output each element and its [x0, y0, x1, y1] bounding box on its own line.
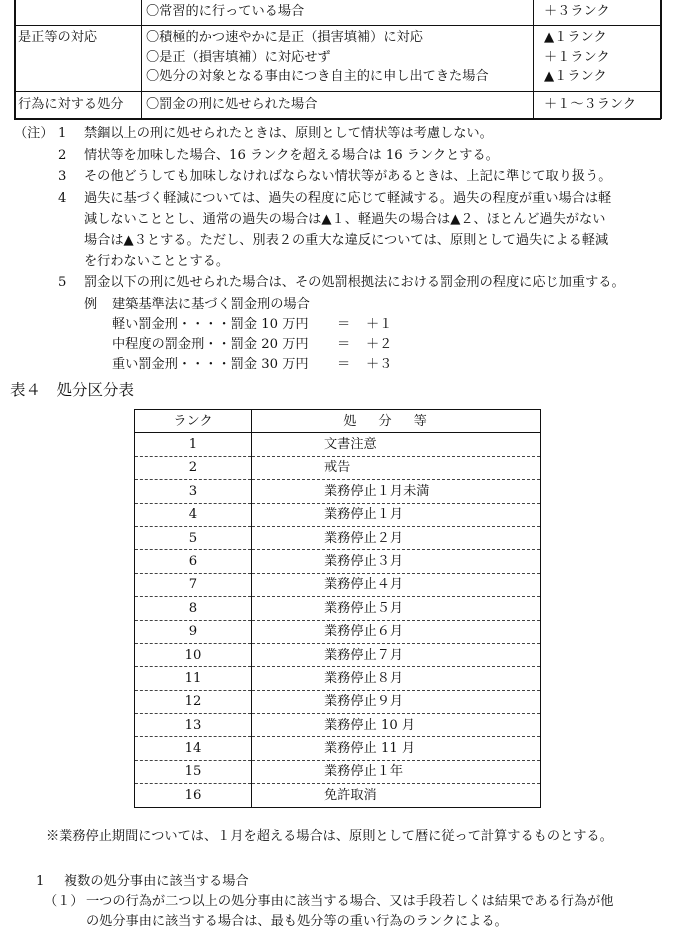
rank-cell: 8 — [135, 597, 252, 620]
table-cell-category: 是正等の対応 — [18, 30, 98, 45]
rank-table — [134, 409, 541, 808]
table-row — [135, 597, 541, 620]
table-row — [135, 737, 541, 760]
example-value: ＋１ — [366, 317, 393, 332]
disposition-cell: 業務停止１月 — [252, 503, 541, 526]
table-divider-value — [533, 0, 534, 119]
note-number: 2 — [58, 148, 67, 163]
table-divider-category — [141, 0, 142, 119]
table-row — [135, 714, 541, 737]
table-row-line — [14, 25, 661, 26]
header-rank: ランク — [135, 410, 252, 433]
table-row — [135, 643, 541, 666]
table-cell-text: 〇罰金の刑に処せられた場合 — [146, 97, 318, 112]
note-number: 1 — [58, 126, 67, 141]
section-heading: 複数の処分事由に該当する場合 — [64, 874, 249, 889]
rank-cell: 16 — [135, 784, 252, 807]
disposition-cell: 業務停止１年 — [252, 760, 541, 783]
rank-cell: 6 — [135, 550, 252, 573]
table-cell-value: ＋１ランク — [544, 50, 610, 65]
example-eq: ＝ — [337, 357, 351, 372]
note-text: 場合は▲３とする。ただし、別表２の重大な違反については、原則として過失による軽減 — [84, 233, 609, 248]
header-disposition: 処分等 — [252, 410, 541, 433]
note-text: 情状等を加味した場合、16 ランクを超える場合は 16 ランクとする。 — [84, 148, 499, 163]
rank-cell: 1 — [135, 433, 252, 456]
table-row — [135, 456, 541, 479]
table-row — [135, 784, 541, 807]
table-cell-value: ＋３ランク — [544, 4, 610, 19]
rank-cell: 5 — [135, 526, 252, 549]
table-row — [135, 620, 541, 643]
table-row-line — [14, 91, 661, 92]
note-text: 罰金以下の刑に処せられた場合は、その処罰根拠法における罰金刑の程度に応じ加重する。 — [84, 275, 625, 290]
table-row-line — [14, 118, 661, 120]
table-border-left — [14, 0, 16, 119]
example-value: ＋２ — [366, 337, 393, 352]
table-row — [135, 690, 541, 713]
note-text: 禁錮以上の刑に処せられたときは、原則として情状等は考慮しない。 — [84, 126, 493, 141]
rank-cell: 12 — [135, 690, 252, 713]
disposition-cell: 業務停止４月 — [252, 573, 541, 596]
example-label: 例 — [84, 297, 98, 312]
rank-cell: 2 — [135, 456, 252, 479]
disposition-cell: 戒告 — [252, 456, 541, 479]
rank-cell: 15 — [135, 760, 252, 783]
disposition-cell: 免許取消 — [324, 787, 377, 803]
rank-cell: 11 — [135, 667, 252, 690]
table-row — [135, 667, 541, 690]
table-cell-text: 〇処分の対象となる事由につき自主的に申し出てきた場合 — [146, 69, 489, 84]
table-cell-value: ▲１ランク — [544, 69, 607, 84]
table4-title: 表４ 処分区分表 — [10, 381, 135, 399]
note-number: 4 — [58, 191, 67, 206]
table-row — [135, 550, 541, 573]
subsection-text: 一つの行為が二つ以上の処分事由に該当する場合、又は手段若しくは結果である行為が他 — [86, 894, 614, 909]
rank-cell: 3 — [135, 480, 252, 503]
subsection-number: （１） — [44, 894, 84, 909]
section-number: 1 — [36, 874, 45, 889]
disposition-cell: 業務停止 10 月 — [252, 714, 541, 737]
table-row — [135, 480, 541, 503]
disposition-cell: 業務停止２月 — [252, 526, 541, 549]
disposition-cell: 業務停止９月 — [252, 690, 541, 713]
table-cell-value: ＋１～３ランク — [544, 97, 637, 112]
table-cell-text: 〇是正（損害填補）に対応せず — [146, 50, 331, 65]
rank-cell: 14 — [135, 737, 252, 760]
table-header-row — [135, 410, 541, 433]
note-number: 5 — [58, 275, 67, 290]
rank-cell: 13 — [135, 714, 252, 737]
subsection-text: の処分事由に該当する場合は、最も処分等の重い行為のランクによる。 — [86, 914, 508, 929]
disposition-cell: 業務停止 11 月 — [252, 737, 541, 760]
disposition-cell: 業務停止５月 — [252, 597, 541, 620]
table-row — [135, 503, 541, 526]
disposition-cell: 業務停止８月 — [252, 667, 541, 690]
disposition-cell: 業務停止６月 — [252, 620, 541, 643]
example-title: 建築基準法に基づく罰金刑の場合 — [112, 297, 310, 312]
rank-cell: 10 — [135, 643, 252, 666]
table-cell-text: 〇積極的かつ速やかに是正（損害填補）に対応 — [146, 30, 423, 45]
note-text: その他どうしても加味しなければならない情状等があるときは、上記に準じて取り扱う。 — [84, 169, 612, 184]
disposition-cell: 業務停止７月 — [252, 643, 541, 666]
example-value: ＋３ — [366, 357, 393, 372]
example-kind: 中程度の罰金刑・・罰金 20 万円 — [112, 337, 309, 352]
note-number: 3 — [58, 169, 67, 184]
note-text: 減しないこととし、通常の過失の場合は▲１、軽過失の場合は▲２、ほとんど過失がない — [84, 212, 606, 227]
disposition-cell: 業務停止３月 — [252, 550, 541, 573]
example-kind: 重い罰金刑・・・・罰金 30 万円 — [112, 357, 309, 372]
note-text: を行わないこととする。 — [84, 254, 230, 269]
table-row — [135, 433, 541, 456]
rank-cell: 4 — [135, 503, 252, 526]
rank-cell: 7 — [135, 573, 252, 596]
table-border-right — [660, 0, 662, 119]
notes-label: （注） — [14, 126, 54, 141]
disposition-cell: 文書注意 — [252, 433, 541, 456]
table4-footnote: ※業務停止期間については、１月を超える場合は、原則として暦に従って計算するものとする。 — [46, 829, 613, 844]
example-eq: ＝ — [337, 337, 351, 352]
table-cell-category: 行為に対する処分 — [18, 97, 124, 112]
table-cell-value: ▲１ランク — [544, 30, 607, 45]
table-row — [135, 760, 541, 783]
example-eq: ＝ — [337, 317, 351, 332]
table-cell-text: 〇常習的に行っている場合 — [146, 4, 305, 19]
rank-cell: 9 — [135, 620, 252, 643]
example-kind: 軽い罰金刑・・・・罰金 10 万円 — [112, 317, 309, 332]
disposition-cell: 業務停止１月未満 — [252, 480, 541, 503]
table-row — [135, 526, 541, 549]
note-text: 過失に基づく軽減については、過失の程度に応じて軽減する。過失の程度が重い場合は軽 — [84, 191, 612, 206]
table-row — [135, 573, 541, 596]
